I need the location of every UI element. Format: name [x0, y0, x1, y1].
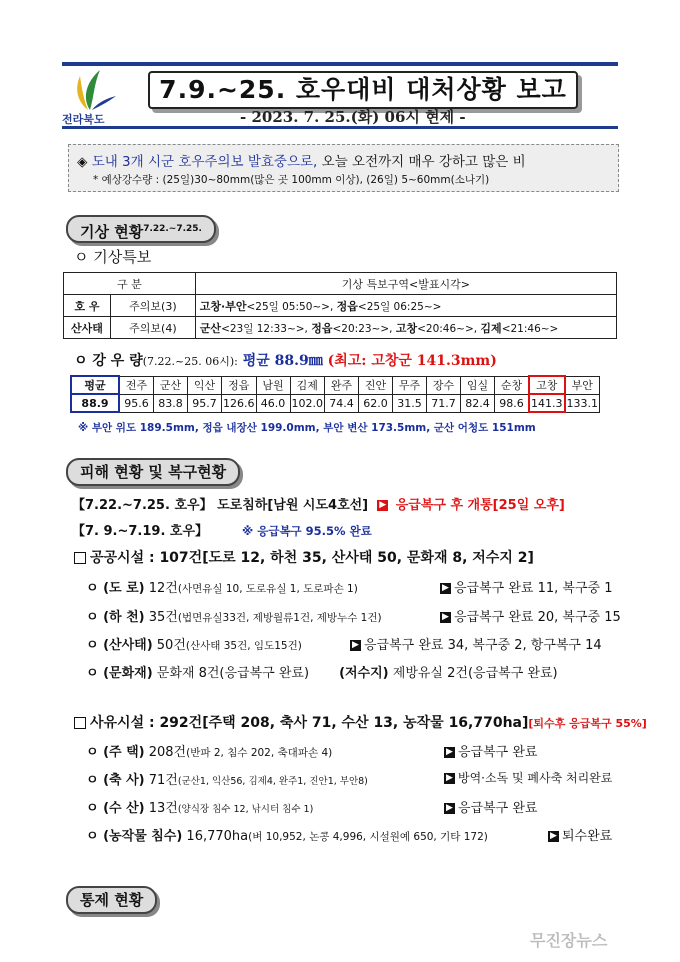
- table-row: [64, 295, 617, 317]
- list-item: ㅇ (축 사) 71건(군산1, 익산56, 김제4, 완주1, 진안1, 부안8): [86, 773, 368, 788]
- list-item: ㅇ (주 택) 208건(반파 2, 침수 202, 축대파손 4): [86, 745, 333, 760]
- section-period: 7.22.~7.25.: [143, 224, 202, 234]
- rainfall-table: [70, 375, 600, 413]
- rain-station-name: 무주: [393, 376, 427, 394]
- storm-period-line: 【7. 9.~7.19. 호우】 ※ 응급복구 95.5% 완료: [72, 524, 372, 539]
- rain-station-name: 고창: [529, 376, 565, 394]
- rain-station-name: 군산: [154, 376, 188, 394]
- arrow-icon: ▶: [377, 500, 388, 511]
- arrow-icon: ▶: [548, 831, 559, 842]
- arrow-icon: ▶: [444, 803, 455, 814]
- section-title: 기상 현황: [80, 223, 144, 241]
- recovery-status: ▶ 방역·소독 및 폐사축 처리완료: [444, 769, 612, 786]
- recovery-status: ▶ 응급복구 완료 34, 복구중 2, 항구복구 14: [350, 634, 602, 653]
- recovery-status: ▶ 응급복구 완료: [444, 797, 537, 816]
- arrow-icon: ▶: [440, 612, 451, 623]
- rain-station-value: 62.0: [359, 394, 393, 412]
- table-header: 기상 특보구역<발표시각>: [195, 273, 616, 295]
- rain-station-value: 31.5: [393, 394, 427, 412]
- recovery-status: ▶ 응급복구 완료 20, 복구중 15: [440, 606, 621, 625]
- damage-section-pill: 피해 현황 및 복구현황: [66, 458, 240, 486]
- report-date: - 2023. 7. 25.(화) 06시 현제 -: [240, 108, 466, 126]
- recovery-status: ▶ 응급복구 완료 11, 복구중 1: [440, 577, 613, 596]
- rain-station-value: 88.9: [71, 394, 119, 412]
- table-header: 구 분: [64, 273, 196, 295]
- rain-station-name: 평균: [71, 376, 119, 394]
- table-row: [64, 317, 617, 339]
- warning-areas: 고창·부안<25일 05:50~>, 정읍<25일 06:25~>: [195, 295, 616, 317]
- list-item: ㅇ (하 천) 35건(법면유실33건, 제방월류1건, 제방누수 1건): [86, 610, 382, 625]
- checkbox-icon: [74, 552, 86, 564]
- rain-station-value: 133.1: [565, 394, 600, 412]
- rain-station-value: 74.4: [325, 394, 359, 412]
- rain-station-value: 141.3: [529, 394, 565, 412]
- weather-section-pill: [66, 215, 216, 243]
- rain-station-name: 부안: [565, 376, 600, 394]
- rain-station-value: 46.0: [256, 394, 290, 412]
- control-section-pill: 통제 현황: [66, 886, 157, 914]
- warning-areas: 군산<23일 12:33~>, 정읍<20:23~>, 고창<20:46~>, 김제<21:46~>: [195, 317, 616, 339]
- rain-station-value: 83.8: [154, 394, 188, 412]
- list-item: ㅇ (농작물 침수) 16,770ha(벼 10,952, 논콩 4,996, 시설원예 650, 기타 172): [86, 829, 488, 844]
- rain-station-name: 전주: [119, 376, 154, 394]
- org-name: 전라북도: [62, 113, 105, 126]
- rainfall-heading: ㅇ 강 우 량(7.22.~25. 06시): 평균 88.9㎜ (최고: 고창군 141.3mm): [74, 353, 497, 369]
- rain-station-name: 정읍: [222, 376, 257, 394]
- notice-highlight: 도내 3개 시군 호우주의보 발효중으로,: [91, 154, 318, 170]
- recovery-status: ▶ 응급복구 완료: [444, 741, 537, 760]
- rain-station-name: 장수: [427, 376, 461, 394]
- arrow-icon: ▶: [444, 773, 455, 784]
- private-facilities-heading: 사유시설 : 292건[주택 208, 축사 71, 수산 13, 농작물 16,770ha][퇴수후 응급복구 55%]: [74, 712, 647, 732]
- road-subsidence-line: 【7.22.~7.25. 호우】 도로침하[남원 시도4호선] ▶ 응급복구 후 개통[25일 오후]: [72, 498, 565, 513]
- warning-type: 산사태: [64, 317, 111, 339]
- list-item: ㅇ (산사태) 50건(산사태 35건, 임도15건): [86, 638, 302, 653]
- rain-station-name: 완주: [325, 376, 359, 394]
- rain-station-name: 진안: [359, 376, 393, 394]
- report-title: 7.9.~25. 호우대비 대처상황 보고: [148, 71, 578, 109]
- rain-station-value: 82.4: [461, 394, 495, 412]
- rain-station-name: 김제: [290, 376, 325, 394]
- list-item: ㅇ (문화재) 문화재 8건(응급복구 완료) (저수지) 제방유실 2건(응급복구 완료): [86, 666, 558, 681]
- diamond-bullet-icon: ◈: [77, 154, 88, 170]
- rain-station-value: 71.7: [427, 394, 461, 412]
- list-item: ㅇ (수 산) 13건(양식장 침수 12, 낚시터 침수 1): [86, 801, 314, 816]
- header-top-line: [62, 62, 618, 66]
- rain-station-value: 98.6: [495, 394, 530, 412]
- checkbox-icon: [74, 717, 86, 729]
- rain-station-value: 95.7: [188, 394, 222, 412]
- rain-station-name: 임실: [461, 376, 495, 394]
- rain-station-name: 순창: [495, 376, 530, 394]
- warning-level: 주의보(4): [111, 317, 196, 339]
- arrow-icon: ▶: [350, 640, 361, 651]
- public-facilities-heading: 공공시설 : 107건[도로 12, 하천 35, 산사태 50, 문화재 8, 저수지 2]: [74, 547, 534, 567]
- expected-rainfall: * 예상강수량 : (25일)30~80mm(많은 곳 100mm 이상), (26일) 5~60mm(소나기): [93, 174, 490, 186]
- notice-text: 오늘 오전까지 매우 강하고 많은 비: [317, 154, 526, 170]
- warning-type: 호 우: [64, 295, 111, 317]
- arrow-icon: ▶: [440, 583, 451, 594]
- rain-station-value: 102.0: [290, 394, 325, 412]
- list-item: ㅇ (도 로) 12건(사면유실 10, 도로유실 1, 도로파손 1): [86, 581, 358, 596]
- forecast-notice: [68, 144, 619, 192]
- weather-special-heading: ㅇ 기상특보: [74, 248, 152, 266]
- watermark: 무진장뉴스: [530, 931, 608, 950]
- rain-station-value: 126.6: [222, 394, 257, 412]
- rainfall-note: ※ 부안 위도 189.5mm, 정읍 내장산 199.0mm, 부안 변산 173.5mm, 군산 어청도 151mm: [78, 422, 536, 434]
- recovery-status: ▶ 퇴수완료: [548, 825, 612, 844]
- rain-station-name: 남원: [256, 376, 290, 394]
- weather-warning-table: [63, 272, 617, 339]
- header-bottom-line: [62, 126, 618, 129]
- warning-level: 주의보(3): [111, 295, 196, 317]
- arrow-icon: ▶: [444, 747, 455, 758]
- rain-station-value: 95.6: [119, 394, 154, 412]
- rain-station-name: 익산: [188, 376, 222, 394]
